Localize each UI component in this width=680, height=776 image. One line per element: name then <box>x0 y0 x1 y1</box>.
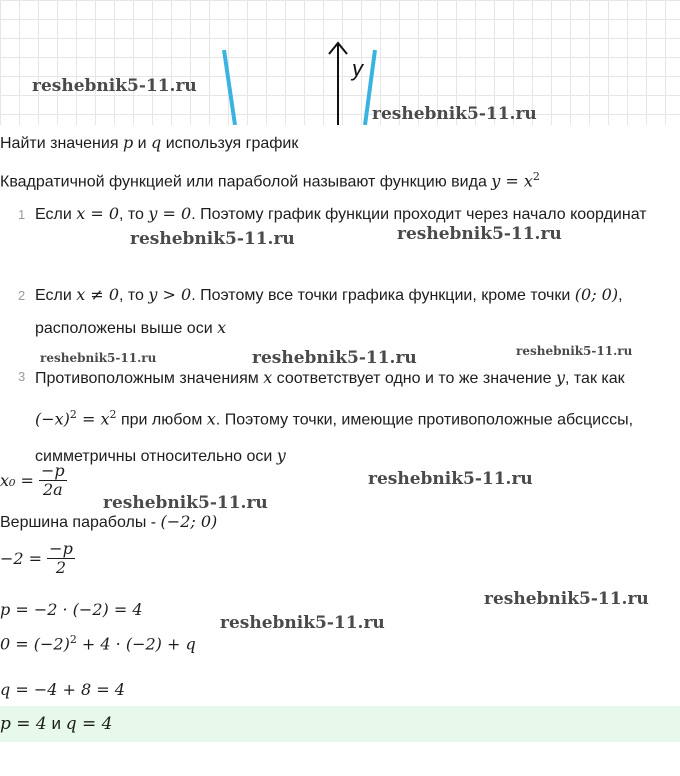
fraction: $\frac{-p}{2a}$ <box>41 462 65 499</box>
conjunction: и <box>133 135 152 152</box>
y-axis-label: y <box>352 56 363 81</box>
fraction: $\frac{-p}{2}$ <box>49 539 73 577</box>
watermark: reshebnik5-11.ru <box>484 589 649 609</box>
watermark: reshebnik5-11.ru <box>372 104 537 124</box>
p-calculation: p = −2 · (−2) = 4 <box>0 600 143 619</box>
watermark: reshebnik5-11.ru <box>368 469 533 489</box>
item-text: Если x = 0, то y = 0. Поэтому график функции проходит через начало координат <box>35 204 647 223</box>
watermark: reshebnik5-11.ru <box>220 613 385 633</box>
watermark: reshebnik5-11.ru <box>40 351 157 365</box>
list-item <box>18 198 658 231</box>
item-number: 3 <box>18 369 26 384</box>
item-text: Если x ≠ 0, то y > 0. Поэтому все точки графика функции, кроме точки (0; 0), расположены выше оси x <box>35 285 623 337</box>
definition <box>0 170 540 191</box>
exponent: 2 <box>532 170 540 183</box>
definition-text: Квадратичной функцией или параболой называют функцию вида <box>0 173 492 191</box>
item-text: Противоположным значениям x соответствует одно и то же значение y, так как $(-x)^2 = x^2$ при любом x. Поэтому точки, имеющие противоположные абсциссы, симметричны относительно оси y <box>35 368 634 466</box>
watermark: reshebnik5-11.ru <box>397 224 562 244</box>
item-number: 2 <box>18 288 26 303</box>
task-text: Найти значения <box>0 135 123 152</box>
vertex-formula: x₀ = $\frac{-p}{2a}$ <box>0 462 65 499</box>
equation-line: −2 = $\frac{-p}{2}$ <box>0 539 73 577</box>
task-title <box>0 133 298 153</box>
definition-formula: y = x <box>491 171 533 191</box>
q-equation: $0 = (-2)^2 + 4 \cdot (-2) + q$ <box>0 633 196 654</box>
watermark: reshebnik5-11.ru <box>516 344 633 358</box>
list-item <box>18 279 658 345</box>
watermark: reshebnik5-11.ru <box>103 493 268 513</box>
list-item <box>18 360 658 475</box>
vertex-line: Вершина параболы - (−2; 0) <box>0 512 218 531</box>
graph-canvas <box>0 0 680 125</box>
task-text: используя график <box>161 135 299 152</box>
item-number: 1 <box>18 207 26 222</box>
answer-line: p = 4 и q = 4 <box>0 714 113 734</box>
parabola-left-branch <box>224 50 235 125</box>
watermark: reshebnik5-11.ru <box>130 229 295 249</box>
answer-box <box>0 706 680 742</box>
watermark: reshebnik5-11.ru <box>252 348 417 368</box>
parabola-graph <box>0 0 680 125</box>
var-p: p <box>122 133 134 152</box>
q-calculation: q = −4 + 8 = 4 <box>0 680 125 699</box>
var-q: q <box>151 133 162 152</box>
watermark: reshebnik5-11.ru <box>32 76 197 96</box>
